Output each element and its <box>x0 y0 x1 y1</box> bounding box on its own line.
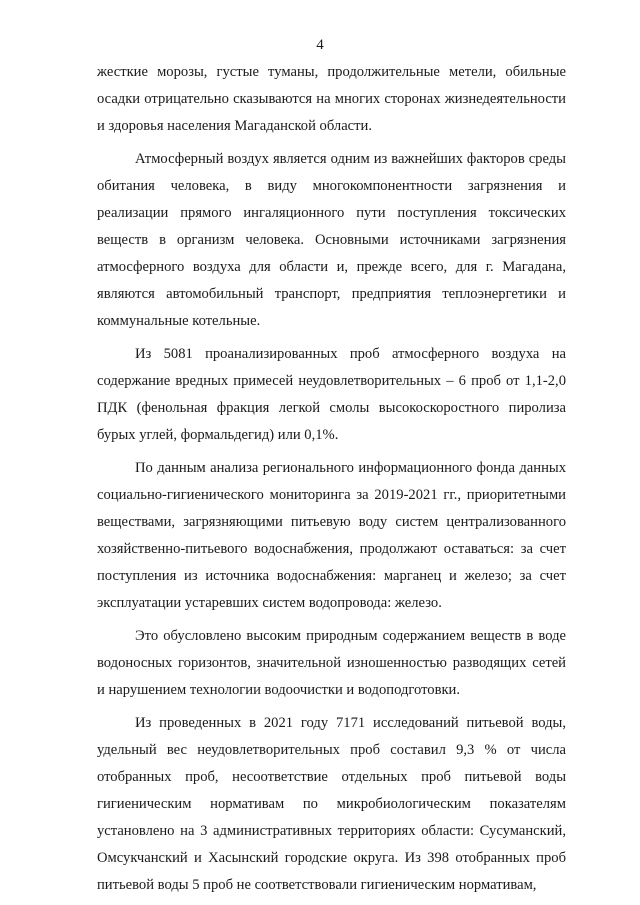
document-body <box>97 59 566 899</box>
page-number: 4 <box>316 37 324 53</box>
paragraph-3: Из 5081 проанализированных проб атмосферного воздуха на содержание вредных примесей неудовлетворительных – 6 проб от 1,1-2,0 ПДК (фенольная фракция легкой смолы высокоскоростного пиролиза бурых углей, формальдегид) или 0,1%. <box>97 346 566 443</box>
paragraph-6: Из проведенных в 2021 году 7171 исследований питьевой воды, удельный вес неудовлетворительных проб составил 9,3 % от числа отобранных проб, несоответствие отдельных проб питьевой воды гигиеническим нормативам по микробиологическим показателям установлено на 3 административных территориях области: Сусуманский, Омсукчанский и Хасынский городские округа. Из 398 отобранных проб питьевой воды 5 проб не соответствовали гигиеническим нормативам, <box>97 715 566 893</box>
paragraph-2: Атмосферный воздух является одним из важнейших факторов среды обитания человека, в виду многокомпонентности загрязнения и реализации прямого ингаляционного пути поступления токсических веществ в организм человека. Основными источниками загрязнения атмосферного воздуха для области и, прежде всего, для г. Магадана, являются автомобильный транспорт, предприятия теплоэнергетики и коммунальные котельные. <box>97 151 566 329</box>
paragraph-1: жесткие морозы, густые туманы, продолжительные метели, обильные осадки отрицательно сказываются на многих сторонах жизнедеятельности и здоровья населения Магаданской области. <box>97 64 566 134</box>
paragraph-5: Это обусловлено высоким природным содержанием веществ в воде водоносных горизонтов, значительной изношенностью разводящих сетей и нарушением технологии водоочистки и водоподготовки. <box>97 628 566 698</box>
paragraph-4: По данным анализа регионального информационного фонда данных социально-гигиенического мониторинга за 2019-2021 гг., приоритетными веществами, загрязняющими питьевую воду систем централизованного хозяйственно-питьевого водоснабжения, продолжают оставаться: за счет поступления из источника водоснабжения: марганец и железо; за счет эксплуатации устаревших систем водопровода: железо. <box>97 460 566 611</box>
